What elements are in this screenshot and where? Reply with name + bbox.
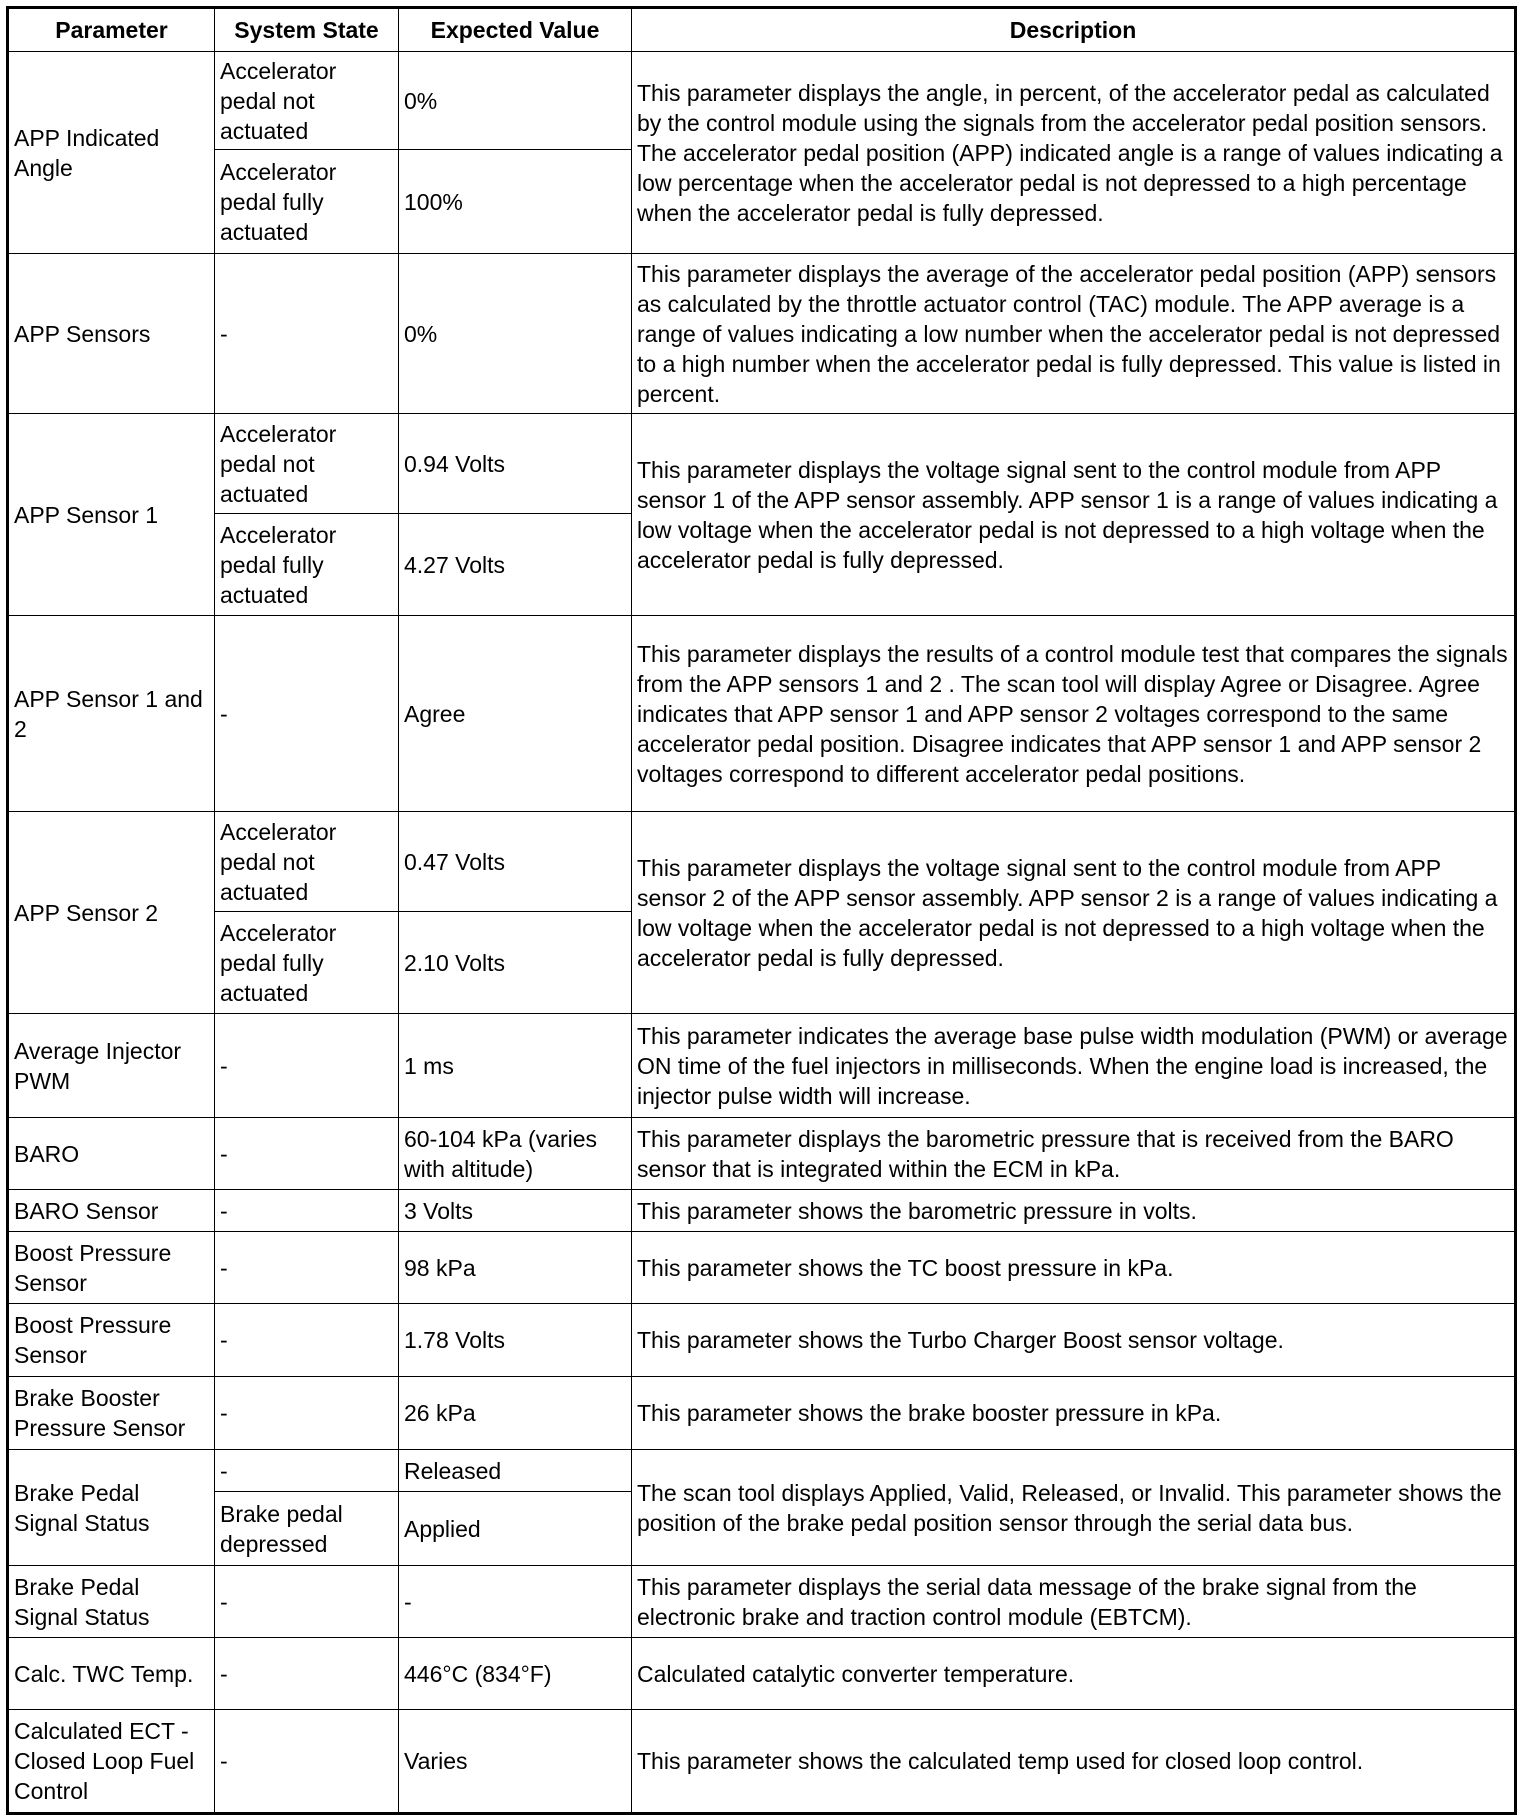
table-row: [8, 1377, 1516, 1450]
parameter-cell: Brake Pedal Signal Status: [8, 1450, 215, 1566]
description-cell: This parameter displays the results of a control module test that compares the signals from the APP sensors 1 and 2 . The scan tool will display Agree or Disagree. Agree indicates that APP sensor 1 and APP sensor 2 voltages correspond to the same accelerator pedal position. Disagree indicates that APP sensor 1 and APP sensor 2 voltages correspond to different accelerator pedal positions.: [632, 616, 1516, 812]
parameter-cell: Brake Pedal Signal Status: [8, 1566, 215, 1638]
header-row: [8, 8, 1516, 52]
parameter-cell: APP Indicated Angle: [8, 52, 215, 254]
state-cell: -: [215, 1710, 399, 1814]
description-cell: This parameter displays the voltage signal sent to the control module from APP sensor 2 of the APP sensor assembly. APP sensor 2 is a range of values indicating a low voltage when the accelerator pedal is not depressed to a high voltage when the accelerator pedal is fully depressed.: [632, 812, 1516, 1014]
parameter-cell: Calc. TWC Temp.: [8, 1638, 215, 1710]
expected-cell: 98 kPa: [399, 1232, 632, 1304]
state-cell: -: [215, 1232, 399, 1304]
description-cell: This parameter displays the average of the accelerator pedal position (APP) sensors as calculated by the throttle actuator control (TAC) module. The APP average is a range of values indicating a low number when the accelerator pedal is not depressed to a high number when the accelerator pedal is fully depressed. This value is listed in percent.: [632, 254, 1516, 414]
description-cell: This parameter displays the angle, in percent, of the accelerator pedal as calculated by the control module using the signals from the accelerator pedal position sensors. The accelerator pedal position (APP) indicated angle is a range of values indicating a low percentage when the accelerator pedal is not depressed to a high percentage when the accelerator pedal is fully depressed.: [632, 52, 1516, 254]
table-row: [8, 616, 1516, 812]
table-row: [8, 812, 1516, 912]
state-cell: -: [215, 1566, 399, 1638]
parameter-cell: Boost Pressure Sensor: [8, 1232, 215, 1304]
expected-cell: Agree: [399, 616, 632, 812]
header-system-state: System State: [215, 8, 399, 52]
description-cell: This parameter shows the barometric pressure in volts.: [632, 1190, 1516, 1232]
table-row: [8, 1014, 1516, 1118]
description-cell: This parameter displays the barometric pressure that is received from the BARO sensor that is integrated within the ECM in kPa.: [632, 1118, 1516, 1190]
state-cell: -: [215, 1118, 399, 1190]
description-cell: This parameter shows the Turbo Charger Boost sensor voltage.: [632, 1304, 1516, 1377]
table-row: [8, 1566, 1516, 1638]
description-cell: This parameter shows the TC boost pressure in kPa.: [632, 1232, 1516, 1304]
description-cell: Calculated catalytic converter temperature.: [632, 1638, 1516, 1710]
table-row: [8, 1304, 1516, 1377]
expected-cell: 0.47 Volts: [399, 812, 632, 912]
header-description: Description: [632, 8, 1516, 52]
expected-cell: 3 Volts: [399, 1190, 632, 1232]
header-expected-value: Expected Value: [399, 8, 632, 52]
expected-cell: 0%: [399, 52, 632, 150]
table-row: [8, 1450, 1516, 1492]
parameter-cell: BARO: [8, 1118, 215, 1190]
state-cell: -: [215, 1638, 399, 1710]
state-cell: Brake pedal depressed: [215, 1492, 399, 1566]
expected-cell: 446°C (834°F): [399, 1638, 632, 1710]
state-cell: -: [215, 1450, 399, 1492]
state-cell: -: [215, 1190, 399, 1232]
parameter-cell: Boost Pressure Sensor: [8, 1304, 215, 1377]
table-row: [8, 414, 1516, 514]
parameter-cell: Average Injector PWM: [8, 1014, 215, 1118]
state-cell: Accelerator pedal not actuated: [215, 812, 399, 912]
parameter-cell: Calculated ECT - Closed Loop Fuel Control: [8, 1710, 215, 1814]
description-cell: This parameter displays the voltage signal sent to the control module from APP sensor 1 of the APP sensor assembly. APP sensor 1 is a range of values indicating a low voltage when the accelerator pedal is not depressed to a high voltage when the accelerator pedal is fully depressed.: [632, 414, 1516, 616]
expected-cell: 1 ms: [399, 1014, 632, 1118]
parameter-cell: APP Sensor 1: [8, 414, 215, 616]
expected-cell: Varies: [399, 1710, 632, 1814]
state-cell: Accelerator pedal fully actuated: [215, 912, 399, 1014]
expected-cell: 0%: [399, 254, 632, 414]
state-cell: -: [215, 1377, 399, 1450]
table-row: [8, 254, 1516, 414]
table-row: [8, 1118, 1516, 1190]
parameter-cell: APP Sensors: [8, 254, 215, 414]
expected-cell: Released: [399, 1450, 632, 1492]
state-cell: -: [215, 616, 399, 812]
expected-cell: 2.10 Volts: [399, 912, 632, 1014]
state-cell: Accelerator pedal fully actuated: [215, 514, 399, 616]
expected-cell: Applied: [399, 1492, 632, 1566]
table-row: [8, 1232, 1516, 1304]
expected-cell: 1.78 Volts: [399, 1304, 632, 1377]
state-cell: Accelerator pedal fully actuated: [215, 150, 399, 254]
state-cell: Accelerator pedal not actuated: [215, 414, 399, 514]
expected-cell: 26 kPa: [399, 1377, 632, 1450]
expected-cell: 4.27 Volts: [399, 514, 632, 616]
expected-cell: -: [399, 1566, 632, 1638]
parameter-cell: BARO Sensor: [8, 1190, 215, 1232]
table-row: [8, 1190, 1516, 1232]
parameter-cell: APP Sensor 2: [8, 812, 215, 1014]
parameter-table: [6, 6, 1517, 1815]
table-row: [8, 1638, 1516, 1710]
table-row: [8, 52, 1516, 150]
description-cell: This parameter indicates the average base pulse width modulation (PWM) or average ON time of the fuel injectors in milliseconds. When the engine load is increased, the injector pulse width will increase.: [632, 1014, 1516, 1118]
description-cell: This parameter displays the serial data message of the brake signal from the electronic brake and traction control module (EBTCM).: [632, 1566, 1516, 1638]
state-cell: -: [215, 1304, 399, 1377]
description-cell: This parameter shows the brake booster pressure in kPa.: [632, 1377, 1516, 1450]
state-cell: -: [215, 254, 399, 414]
header-parameter: Parameter: [8, 8, 215, 52]
state-cell: Accelerator pedal not actuated: [215, 52, 399, 150]
parameter-cell: APP Sensor 1 and 2: [8, 616, 215, 812]
description-cell: The scan tool displays Applied, Valid, Released, or Invalid. This parameter shows the position of the brake pedal position sensor through the serial data bus.: [632, 1450, 1516, 1566]
description-cell: This parameter shows the calculated temp used for closed loop control.: [632, 1710, 1516, 1814]
state-cell: -: [215, 1014, 399, 1118]
expected-cell: 60-104 kPa (varies with altitude): [399, 1118, 632, 1190]
parameter-cell: Brake Booster Pressure Sensor: [8, 1377, 215, 1450]
expected-cell: 100%: [399, 150, 632, 254]
table-row: [8, 1710, 1516, 1814]
expected-cell: 0.94 Volts: [399, 414, 632, 514]
